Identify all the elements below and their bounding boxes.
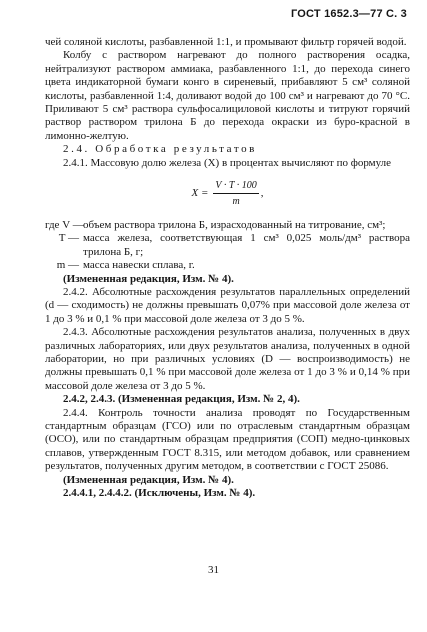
- formula-numerator: V · T · 100: [213, 179, 258, 194]
- edit-note-2: 2.4.2, 2.4.3. (Измененная редакция, Изм. № 2, 4).: [63, 393, 300, 406]
- edit-note-3: (Измененная редакция, Изм. № 4).: [63, 473, 234, 486]
- definition-symbol: m —: [56, 259, 79, 272]
- section-heading-text: 2.4. Обработка результатов: [63, 143, 257, 156]
- definition-symbol: T —: [58, 232, 79, 245]
- definition-v: [45, 219, 410, 232]
- formula-definitions: [45, 219, 410, 273]
- paragraph-continuation: чей соляной кислоты, разбавленной 1:1, и промывают фильтр горячей водой.: [45, 36, 407, 48]
- formula-denominator: m: [232, 196, 240, 208]
- paragraph-neutralization: Колбу с раствором нагревают до полного растворения осадка, нейтрализуют раствором аммиака, разбавленного 1:1, до перехода синего цвета индикаторной бумаги конго в сиреневый, прибавляют 5 см³ соляной кислоты, разбавленной 1:4, доливают водой до 100 см³ и нагревают до 70 °С. Приливают 5 см³ раствора сульфосалициловой кислоты и титруют горячий раствор раствором трилона Б до перехода окраски из буро-красной в лимонно-желтую.: [45, 49, 410, 142]
- formula-comma: ,: [260, 187, 264, 200]
- definition-symbol: где V —: [45, 218, 84, 231]
- formula-fraction: [213, 179, 258, 209]
- section-heading: [45, 143, 410, 156]
- paragraph-2-4-1: 2.4.1. Массовую долю железа (X) в процентах вычисляют по формуле: [63, 156, 392, 169]
- page-number: 31: [208, 564, 219, 576]
- page-body: [45, 36, 410, 500]
- iron-fraction-formula: [45, 179, 410, 209]
- paragraph-2-4-4: 2.4.4. Контроль точности анализа проводят по Государственным стандартным образцам (ГСО) или по отраслевым стандартным образцам (ОСО), или по стандартным образцам предприятия (СОП) медно-цинковых сплавов, утвержденным ГОСТ 8.315, или методом добавок, или сравнением результатов, полученных другим методом, в соответствии с ГОСТ 25086.: [45, 406, 410, 473]
- formula-lhs: X =: [191, 187, 209, 200]
- page-header: ГОСТ 1652.3—77 С. 3: [290, 8, 407, 20]
- paragraph-2-4-3: 2.4.3. Абсолютные расхождения результатов анализа, полученных в двух различных лабораториях, или двух результатов анализа, полученных в одной лаборатории, но при различных условиях (D — воспроизводимость) не должны превышать 0,1 % при массовой доле железа от 1 до 3 % и 0,14 % при массовой доле железа от 3 до 5 %.: [45, 326, 410, 392]
- definition-m: [45, 259, 410, 272]
- edit-note-4: 2.4.4.1, 2.4.4.2. (Исключены, Изм. № 4).: [63, 487, 256, 499]
- paragraph-2-4-2: 2.4.2. Абсолютные расхождения результатов параллельных определений (d — сходимость) не должны превышать 0,07% при массовой доле железа от 1 до 3 % и 0,1 % при массовой доле железа от 3 до 5 %.: [45, 285, 410, 325]
- edit-note-1: (Измененная редакция, Изм. № 4).: [63, 272, 234, 285]
- definition-t: [45, 232, 410, 259]
- definition-text: объем раствора трилона Б, израсходованный на титрование, см³;: [83, 218, 386, 231]
- definition-text: масса навески сплава, г.: [83, 259, 195, 272]
- definition-text: масса железа, соответствующая 1 см³ 0,025 моль/дм³ раствора трилона Б, г;: [83, 232, 410, 258]
